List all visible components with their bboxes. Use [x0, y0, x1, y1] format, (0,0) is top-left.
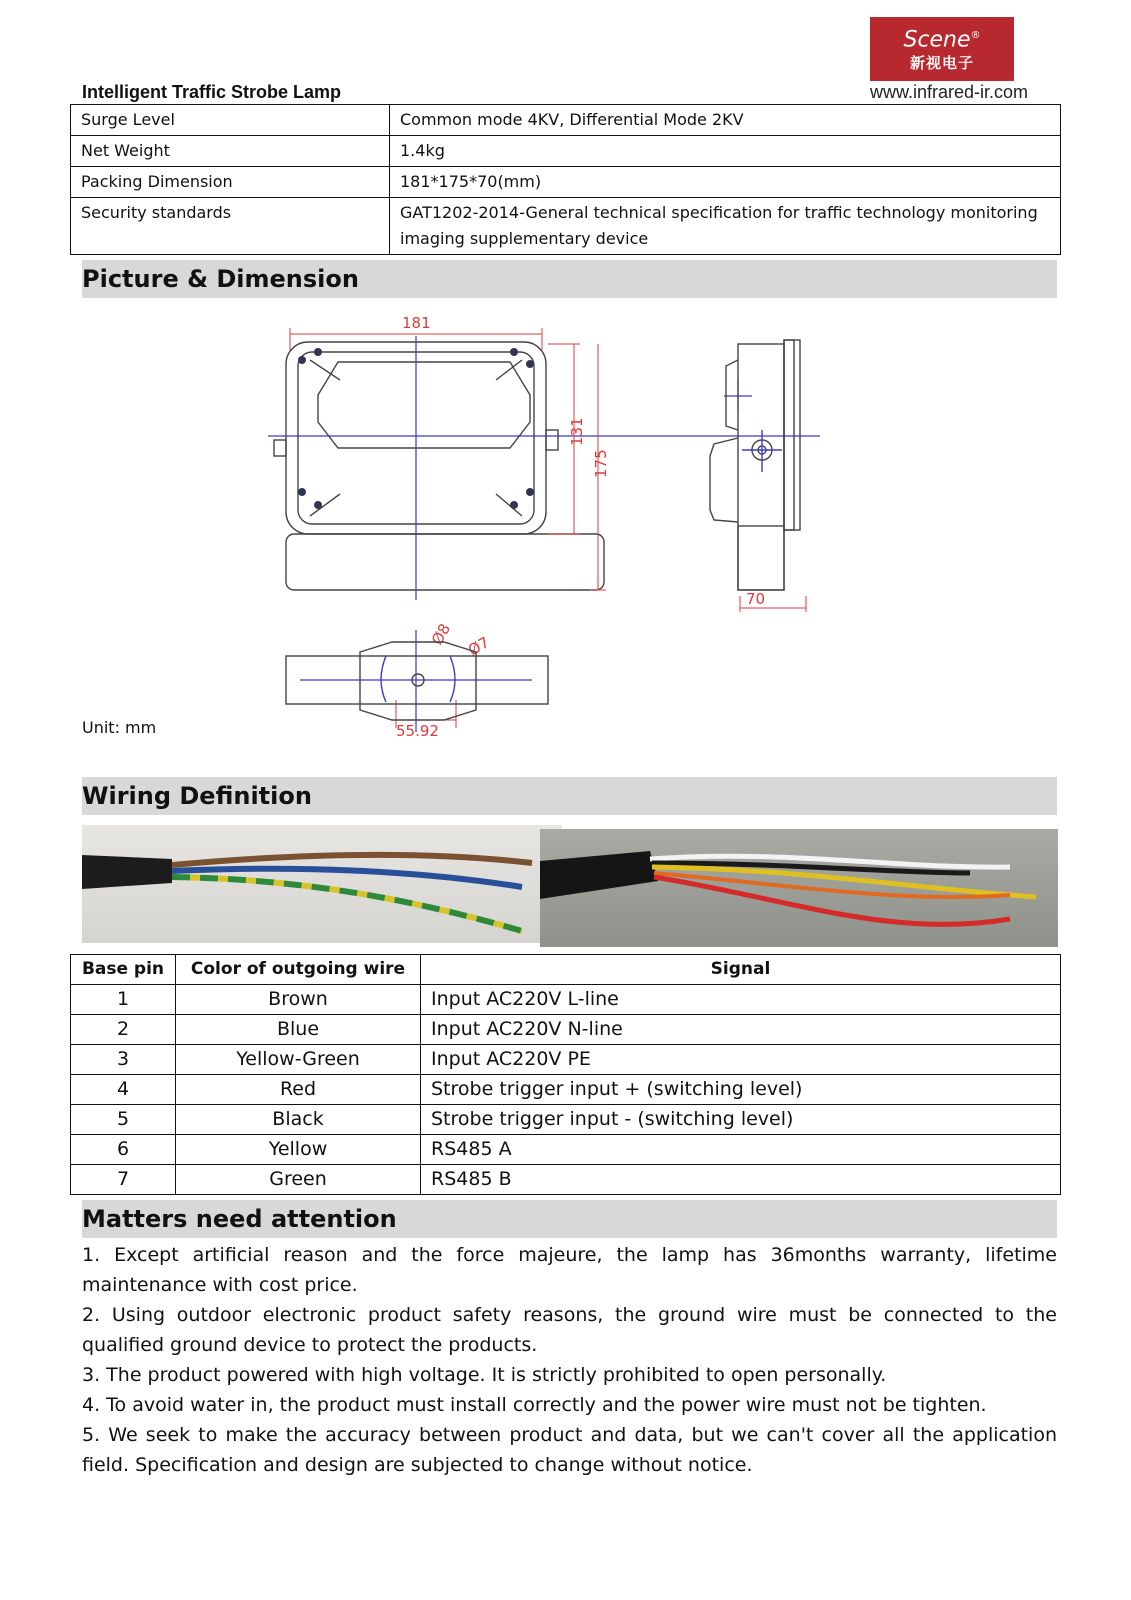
spec-value: 181*175*70(mm) [390, 167, 1061, 198]
brand-name-cn: 新视电子 [909, 54, 974, 73]
signal: RS485 B [421, 1165, 1061, 1195]
note-item: 1. Except artificial reason and the force majeure, the lamp has 36months warranty, lifetime maintenance with cost price. [82, 1244, 1057, 1296]
wire-color: Red [176, 1075, 421, 1105]
table-row [71, 985, 1061, 1015]
wire-color: Yellow [176, 1135, 421, 1165]
section-title: Matters need attention [82, 1205, 397, 1233]
pin-number: 3 [71, 1045, 176, 1075]
section-title: Picture & Dimension [82, 265, 359, 293]
spec-table [70, 104, 1061, 255]
spec-key: Net Weight [71, 136, 390, 167]
pin-number: 1 [71, 985, 176, 1015]
spec-key: Surge Level [71, 105, 390, 136]
header-base-pin: Base pin [71, 955, 176, 985]
signal: Input AC220V L-line [421, 985, 1061, 1015]
signal: Input AC220V PE [421, 1045, 1061, 1075]
note-item: 5. We seek to make the accuracy between product and data, but we can't cover all the application field. Specification and design are subjected to change without notice. [82, 1424, 1057, 1476]
table-row [71, 1015, 1061, 1045]
section-picture-dimension [82, 260, 1057, 298]
wire-color: Black [176, 1105, 421, 1135]
pin-number: 5 [71, 1105, 176, 1135]
note-item: 2. Using outdoor electronic product safety reasons, the ground wire must be connected to the qualified ground device to protect the products. [82, 1304, 1057, 1356]
brand-name: Scene [903, 27, 971, 53]
document-title: Intelligent Traffic Strobe Lamp [82, 82, 342, 102]
dim-hole-8: Ø8 [427, 620, 455, 648]
side-view [710, 340, 800, 590]
table-row [71, 1135, 1061, 1165]
wire-color: Blue [176, 1015, 421, 1045]
spec-value: 1.4kg [390, 136, 1061, 167]
spec-row [71, 105, 1061, 136]
dim-hole-7: Ø7 [465, 633, 493, 660]
pin-number: 2 [71, 1015, 176, 1045]
spec-value: Common mode 4KV, Differential Mode 2KV [390, 105, 1061, 136]
signal: Input AC220V N-line [421, 1015, 1061, 1045]
note-item: 4. To avoid water in, the product must install correctly and the power wire must not be tighten. [82, 1394, 987, 1416]
wire-photo-signal [540, 829, 1058, 947]
signal: Strobe trigger input - (switching level) [421, 1105, 1061, 1135]
dim-width: 181 [402, 314, 431, 332]
table-row [71, 1075, 1061, 1105]
registered-mark: ® [970, 30, 981, 41]
spec-row [71, 198, 1061, 255]
pin-number: 6 [71, 1135, 176, 1165]
spec-key: Security standards [71, 198, 390, 255]
spec-key: Packing Dimension [71, 167, 390, 198]
dim-height: 175 [592, 449, 610, 478]
spec-row [71, 167, 1061, 198]
section-wiring-definition [82, 777, 1057, 815]
unit-label: Unit: mm [82, 718, 157, 737]
section-title: Wiring Definition [82, 782, 312, 810]
signal: RS485 A [421, 1135, 1061, 1165]
bottom-view [286, 642, 548, 720]
table-row [71, 1165, 1061, 1195]
dim-inner-height: 131 [568, 417, 586, 446]
spec-value: GAT1202-2014-General technical specification for traffic technology monitoring imaging supplementary device [390, 198, 1061, 255]
table-row [71, 1105, 1061, 1135]
wiring-table [70, 954, 1061, 1195]
wire-color: Green [176, 1165, 421, 1195]
attention-notes [82, 1240, 1057, 1480]
section-matters-attention [82, 1200, 1057, 1238]
wire-color: Brown [176, 985, 421, 1015]
pin-number: 7 [71, 1165, 176, 1195]
note-item: 3. The product powered with high voltage. It is strictly prohibited to open personally. [82, 1364, 887, 1386]
wiring-header-row [71, 955, 1061, 985]
dimension-drawing [0, 300, 1131, 760]
wire-color: Yellow-Green [176, 1045, 421, 1075]
signal: Strobe trigger input + (switching level) [421, 1075, 1061, 1105]
dim-bracket: 55.92 [396, 722, 439, 740]
website-link[interactable]: www.infrared-ir.com [870, 82, 1029, 102]
dim-depth: 70 [746, 590, 766, 608]
table-row [71, 1045, 1061, 1075]
front-view [274, 342, 604, 590]
header-signal: Signal [421, 955, 1061, 985]
brand-logo [870, 17, 1014, 81]
header-wire-color: Color of outgoing wire [176, 955, 421, 985]
pin-number: 4 [71, 1075, 176, 1105]
spec-row [71, 136, 1061, 167]
wire-photo-power [82, 825, 562, 943]
